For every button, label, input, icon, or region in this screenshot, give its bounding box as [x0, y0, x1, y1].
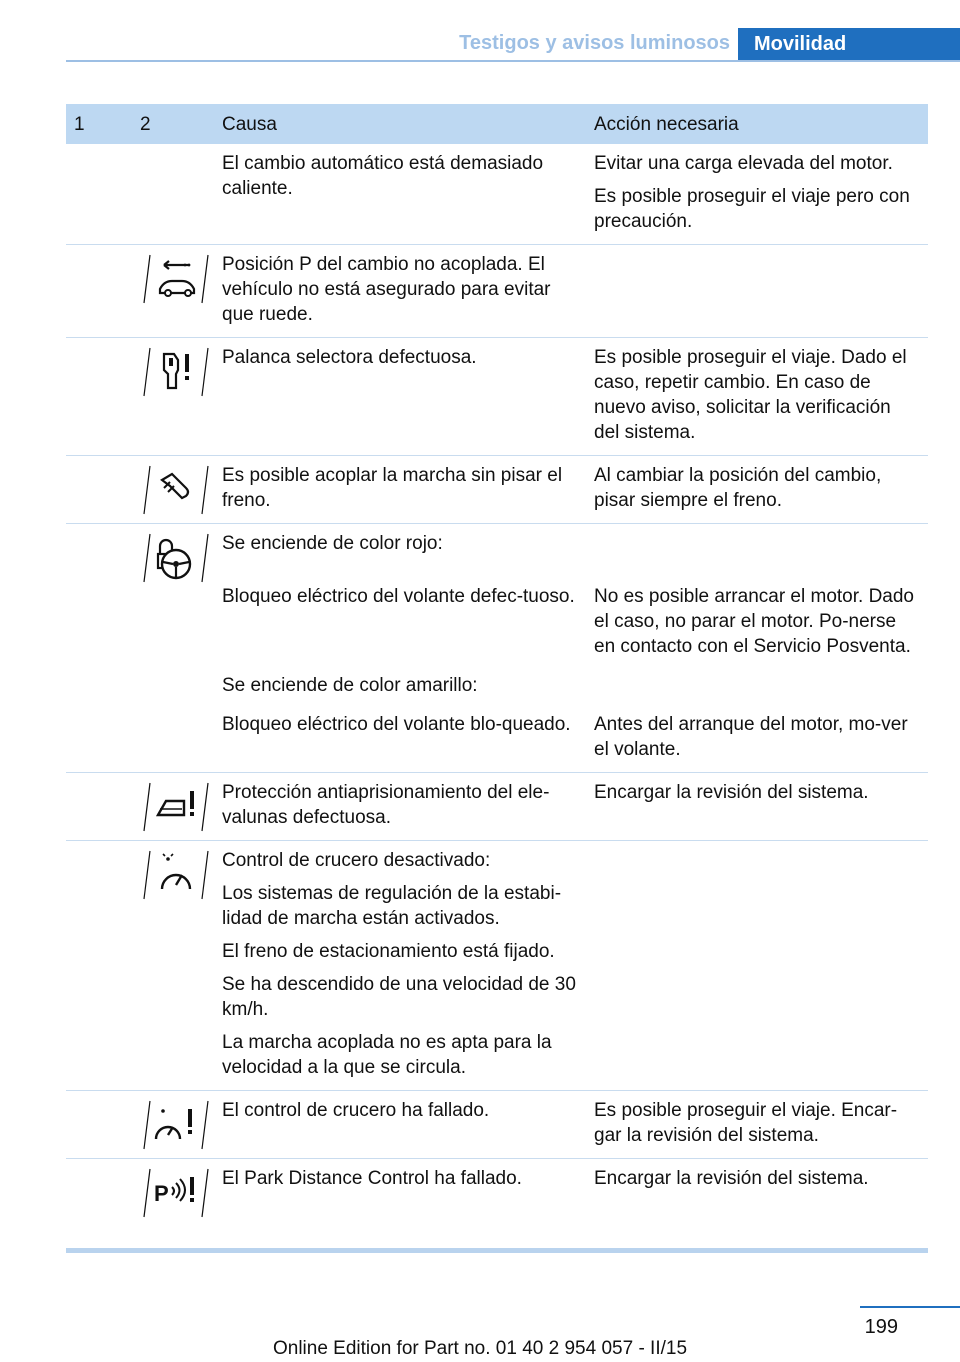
action-text: Es posible proseguir el viaje pero con precaución.: [594, 186, 910, 232]
cause-text: El control de crucero ha fallado.: [222, 1100, 490, 1121]
column-header-cause: Causa: [214, 104, 586, 144]
table-bottom-rule: [66, 1248, 928, 1253]
cause-text: Control de crucero desactivado:: [222, 850, 491, 871]
foot-brake-icon: [138, 462, 214, 520]
column-header-1: 1: [66, 104, 132, 144]
cause-text: El freno de estacionamiento está fijado.: [222, 941, 555, 962]
page-number: 199: [864, 1316, 898, 1338]
cause-text: Se ha descendido de una velocidad de 30 km/h.: [222, 974, 576, 1020]
cause-cell: [214, 245, 586, 338]
action-cell: [586, 708, 928, 773]
table-header-row: [66, 104, 928, 144]
action-cell: [586, 773, 928, 841]
column-header-action: Acción necesaria: [586, 104, 928, 144]
pdc-warning-icon: [138, 1165, 214, 1223]
section-title: Testigos y avisos luminosos: [459, 32, 730, 54]
svg-text:P: P: [154, 1181, 169, 1206]
action-text: Evitar una carga elevada del motor.: [594, 153, 893, 174]
cause-text: Palanca selectora defectuosa.: [222, 347, 477, 368]
cause-cell: [214, 1091, 586, 1159]
cause-cell: [214, 524, 586, 567]
cause-text: Bloqueo eléctrico del volante blo-queado.: [222, 714, 571, 735]
cause-text: Los sistemas de regulación de la estabi-lidad de marcha están activados.: [222, 883, 562, 929]
table-row: [66, 338, 928, 456]
action-cell: [586, 524, 928, 567]
gear-selector-warning-icon: [138, 344, 214, 402]
table-row: [66, 1159, 928, 1224]
action-text: Encargar la revisión del sistema.: [594, 1168, 869, 1189]
cause-text: Se enciende de color rojo:: [222, 533, 443, 554]
cause-cell: [214, 338, 586, 456]
steering-lock-icon: [138, 530, 214, 588]
action-text: Encargar la revisión del sistema.: [594, 782, 869, 803]
cruise-control-icon: [138, 847, 214, 905]
cause-text: Es posible acoplar la marcha sin pisar el freno.: [222, 465, 563, 511]
action-text: Antes del arranque del motor, mo-ver el volante.: [594, 714, 908, 760]
table-row: [66, 524, 928, 567]
page-number-rule: [860, 1306, 960, 1308]
cause-cell: [214, 773, 586, 841]
action-cell: [586, 456, 928, 524]
cause-cell: [214, 144, 586, 245]
table-row: [66, 456, 928, 524]
cause-text: Se enciende de color amarillo:: [222, 675, 478, 696]
chapter-tab[interactable]: Movilidad: [738, 28, 960, 60]
cause-cell: [214, 456, 586, 524]
action-cell: [586, 841, 928, 1091]
cause-text: El cambio automático está demasiado caliente.: [222, 153, 544, 199]
header-rule: [66, 60, 960, 62]
cause-cell: [214, 1159, 586, 1224]
cause-text: Bloqueo eléctrico del volante defec-tuoso.: [222, 586, 575, 607]
cause-cell: [214, 669, 586, 708]
action-cell: [586, 245, 928, 338]
action-cell: [586, 669, 928, 708]
cause-text: Protección antiaprisionamiento del ele-valunas defectuosa.: [222, 782, 550, 828]
action-cell: [586, 1159, 928, 1224]
cause-cell: [214, 566, 586, 669]
table-row: [66, 773, 928, 841]
action-text: Al cambiar la posición del cambio, pisar siempre el freno.: [594, 465, 882, 511]
page-header: [0, 0, 960, 62]
edition-footer: Online Edition for Part no. 01 40 2 954 057 - II/15: [272, 1338, 688, 1359]
action-text: Es posible proseguir el viaje. Encar-gar la revisión del sistema.: [594, 1100, 898, 1146]
table-row: [66, 841, 928, 1091]
warning-lights-table: [66, 104, 928, 1223]
action-text: Es posible proseguir el viaje. Dado el caso, repetir cambio. En caso de nuevo aviso, solicitar la verificación del sistema.: [594, 347, 907, 443]
cause-cell: [214, 708, 586, 773]
table-row: [66, 1091, 928, 1159]
column-header-2: 2: [132, 104, 214, 144]
cause-text: La marcha acoplada no es apta para la velocidad a la que se circula.: [222, 1032, 552, 1078]
cause-text: Posición P del cambio no acoplada. El vehículo no está asegurado para evitar que ruede.: [222, 254, 551, 325]
action-cell: [586, 566, 928, 669]
cause-text: El Park Distance Control ha fallado.: [222, 1168, 522, 1189]
action-text: No es posible arrancar el motor. Dado el caso, no parar el motor. Po-nerse en contacto con el Servicio Posventa.: [594, 586, 914, 657]
park-position-car-icon: [138, 251, 214, 309]
action-cell: [586, 338, 928, 456]
cruise-control-warning-icon: [138, 1097, 214, 1155]
table-row: [66, 144, 928, 245]
table-row: [66, 245, 928, 338]
action-cell: [586, 144, 928, 245]
action-cell: [586, 1091, 928, 1159]
cause-cell: [214, 841, 586, 1091]
window-pinch-warning-icon: [138, 779, 214, 837]
